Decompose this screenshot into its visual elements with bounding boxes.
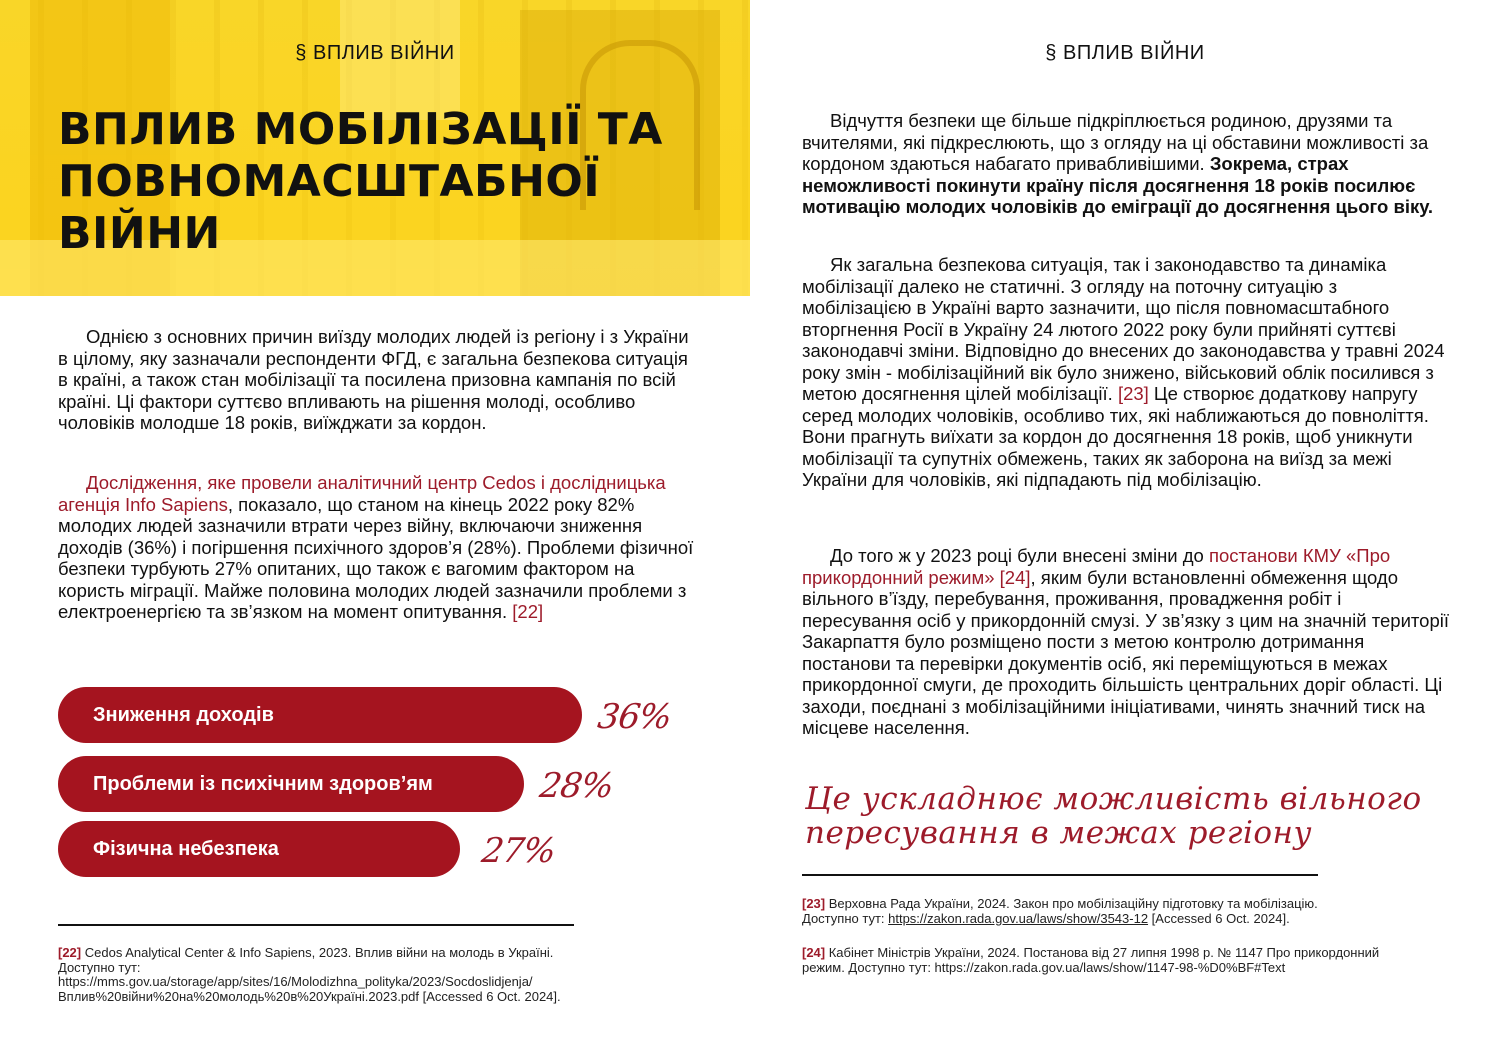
- study-link[interactable]: Дослідження, яке провели аналітичний центр Cedos і дослідницька агенція Info Sapiens: [58, 472, 666, 515]
- divider: [58, 924, 574, 926]
- pct-income: 36%: [595, 697, 674, 737]
- divider: [802, 874, 1318, 876]
- footnote-22: [22] Cedos Analytical Center & Info Sapiens, 2023. Вплив війни на молодь в Україні. Доступно тут: https://mms.gov.ua/storage/app/sites/16/Molodizhna_polityka/2023/Socdoslidjenja/ Вплив%20війни%20на%20молодь%20в%20Україні.2023.pdf [Accessed 6 Oct. 2024].: [58, 946, 698, 1004]
- section-label: § ВПЛИВ ВІЙНИ: [1045, 42, 1205, 64]
- page-title: ВПЛИВ МОБІЛІЗАЦІЇ ТА ПОВНОМАСШТАБНОЇ ВІЙНИ: [58, 104, 663, 259]
- footnote-23: [23] Верховна Рада України, 2024. Закон про мобілізаційну підготовку та мобілізацію. Доступно тут: https://zakon.rada.gov.ua/laws/show/3543-12 [Accessed 6 Oct. 2024].: [802, 896, 1318, 926]
- reference-link[interactable]: [22]: [512, 601, 544, 622]
- paragraph: Однією з основних причин виїзду молодих людей із регіону і з України в цілому, яку зазначали респонденти ФГД, є загальна безпекова ситуація в країні, а також стан мобілізації та посилена призовна кампанія по всій країні. Ці фактори суттєво впливають на рішення молоді, особливо чоловіків молодше 18 років, виїжджати за кордон.: [58, 326, 689, 433]
- bar-mental-health: Проблеми із психічним здоров’ям: [58, 756, 524, 812]
- footnote-url[interactable]: https://mms.gov.ua/storage/app/sites/16/Molodizhna_polityka/2023/Socdoslidjenja/: [58, 974, 533, 989]
- pct-mental-health: 28%: [537, 766, 616, 806]
- section-label: § ВПЛИВ ВІЙНИ: [295, 42, 455, 64]
- reference-link[interactable]: [23]: [1117, 383, 1149, 404]
- bar-physical-danger: Фізична небезпека: [58, 821, 460, 877]
- bar-income: Зниження доходів: [58, 687, 582, 743]
- paragraph: Дослідження, яке провели аналітичний центр Cedos і дослідницька агенція Info Sapiens, показало, що станом на кінець 2022 року 82% молодих людей зазначили втрати через війну, включаючи зниження доходів (36%) і погіршення психічного здоров’я (28%). Проблеми фізичної безпеки турбують 27% опитаних, що також є вагомим фактором на користь міграції. Майже половина молодих людей зазначили проблеми з електроенергією та зв’язком на момент опитування. [22]: [58, 472, 694, 622]
- footnote-url[interactable]: https://zakon.rada.gov.ua/laws/show/3543-12: [888, 910, 1149, 926]
- paragraph: До того ж у 2023 році були внесені зміни до постанови КМУ «Про прикордонний режим» [24], яким були встановленні обмеження щодо вільного в’їзду, перебування, проживання, провадження робіт і пересування осіб у прикордонній смузі. У зв’язку з цим на значній території Закарпаття було розміщено пости з метою контролю дотримання постанови та перевірки документів осіб, які переміщуються в межах прикордонної смуги, де проходить більшість центральних доріг області. Ці заходи, поєднані з мобілізаційними ініціативами, чинять значний тиск на місцеве населення.: [802, 545, 1450, 738]
- paragraph: Відчуття безпеки ще більше підкріплюється родиною, друзями та вчителями, які підкреслюють, що з огляду на ці обставини можливості за кордоном здаються набагато привабливішими. Зокрема, страх неможливості покинути країну після досягнення 18 років посилює мотивацію молодих чоловіків до еміграції до досягнення цього віку.: [802, 110, 1434, 217]
- pull-quote: Це ускладнює можливість вільного пересування в межах регіону: [805, 781, 1422, 851]
- paragraph: Як загальна безпекова ситуація, так і законодавство та динаміка мобілізації далеко не статичні. З огляду на поточну ситуацію з мобілізацією в Україні варто зазначити, що після повномасштабного вторгнення Росії в Україну 24 лютого 2022 року були прийняті суттєві законодавчі зміни. Відповідно до внесених до законодавства у травні 2024 року змін - мобілізаційний вік було знижено, військовий облік посилився з метою досягнення цілей мобілізації. [23] Це створює додаткову напругу серед молодих чоловіків, особливо тих, які наближаються до повноліття. Вони прагнуть виїхати за кордон до досягнення 18 років, щоб уникнути мобілізації та супутніх обмежень, таких як заборона на виїзд за межі України для чоловіків, які підпадають під мобілізацію.: [802, 254, 1445, 490]
- pct-physical-danger: 27%: [479, 831, 558, 871]
- footnote-24: [24] Кабінет Міністрів України, 2024. Постанова від 27 липня 1998 р. № 1147 Про прикордонний режим. Доступно тут: https://zakon.rada.gov.ua/laws/show/1147-98-%D0%BF#Text: [802, 945, 1380, 975]
- resolution-link[interactable]: постанови КМУ «Про прикордонний режим» [24]: [802, 545, 1391, 588]
